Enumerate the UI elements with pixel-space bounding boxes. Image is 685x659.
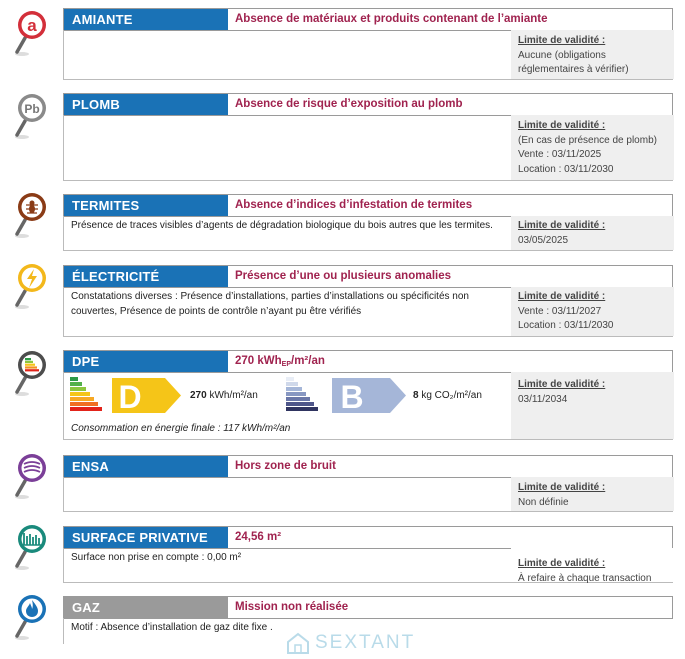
energy-scale xyxy=(70,377,185,415)
dpe-validity xyxy=(511,372,674,439)
validity-label: Limite de validité : xyxy=(518,482,606,493)
validity-label: Limite de validité : xyxy=(518,120,606,131)
final-consumption: Consommation en énergie finale : 117 kWh/m²/an xyxy=(71,423,291,434)
electricite-result: Présence d’une ou plusieurs anomalies xyxy=(235,270,452,282)
validity-line: réglementaires à vérifier) xyxy=(518,64,629,75)
gaz-header xyxy=(63,596,673,619)
svg-text:Pb: Pb xyxy=(24,102,40,116)
gas-flame-icon xyxy=(10,594,50,642)
surface-body xyxy=(63,548,673,583)
plomb-body xyxy=(63,115,673,181)
termites-title: TERMITES xyxy=(64,195,228,216)
ensa-validity xyxy=(511,477,674,511)
plomb-header xyxy=(63,93,673,116)
section-plomb xyxy=(0,93,685,183)
ensa-header xyxy=(63,455,673,478)
validity-label: Limite de validité : xyxy=(518,35,606,46)
validity-line: 03/11/2034 xyxy=(518,393,568,405)
termites-result: Absence d’indices d’infestation de termites xyxy=(235,199,473,211)
dpe-body xyxy=(63,372,673,440)
validity-line: 03/05/2025 xyxy=(518,234,569,246)
plomb-title: PLOMB xyxy=(64,94,228,115)
validity-line: Vente : 03/11/2027 xyxy=(518,305,602,317)
dpe-header xyxy=(63,350,673,373)
energy-value xyxy=(190,390,258,401)
validity-line: À refaire à chaque transaction xyxy=(518,572,652,584)
section-electricite xyxy=(0,265,685,340)
asbestos-icon xyxy=(10,10,50,58)
house-icon xyxy=(285,631,311,655)
surface-validity xyxy=(511,548,674,582)
section-termites xyxy=(0,194,685,252)
validity-line: Vente : 03/11/2025 xyxy=(518,149,602,160)
validity-label: Limite de validité : xyxy=(518,379,606,390)
watermark-text: SEXTANT xyxy=(315,632,416,653)
electricite-body xyxy=(63,287,673,337)
gaz-details: Motif : Absence d’installation de gaz dite fixe . xyxy=(71,622,273,633)
surface-area-icon xyxy=(10,524,50,572)
termites-validity xyxy=(511,216,674,250)
section-dpe xyxy=(0,350,685,442)
surface-result: 24,56 m² xyxy=(235,531,282,543)
amiante-body xyxy=(63,30,673,80)
lead-icon xyxy=(10,93,50,141)
electricite-validity xyxy=(511,287,674,336)
ges-value-unit: kg CO₂/m²/an xyxy=(421,390,482,401)
electricite-header xyxy=(63,265,673,288)
plomb-validity xyxy=(511,115,674,180)
dpe-result-sub: EP xyxy=(281,361,292,368)
energy-label-icon xyxy=(10,350,50,398)
surface-title: SURFACE PRIVATIVE xyxy=(64,527,228,548)
ges-class: B xyxy=(340,379,364,415)
amiante-title: AMIANTE xyxy=(64,9,228,30)
ensa-body xyxy=(63,477,673,512)
gaz-result: Mission non réalisée xyxy=(235,601,349,613)
dpe-result xyxy=(235,351,325,372)
amiante-validity xyxy=(511,30,674,79)
termites-body xyxy=(63,216,673,251)
section-amiante xyxy=(0,8,685,80)
dpe-title: DPE xyxy=(64,351,228,372)
lightning-icon xyxy=(10,263,50,311)
validity-line: (En cas de présence de plomb) xyxy=(518,134,657,146)
amiante-result: Absence de matériaux et produits contenant de l’amiante xyxy=(235,13,548,25)
dpe-result-value: 270 kWh xyxy=(235,355,282,367)
section-ensa xyxy=(0,455,685,511)
termites-details: Présence de traces visibles d’agents de dégradation biologique du bois autres que les termites. xyxy=(71,220,493,231)
validity-line: Location : 03/11/2030 xyxy=(518,163,614,175)
electricite-details: Constatations diverses : Présence d’installations, parties d’installations ou spécificités non couvertes, Présence de points de contrôle n’ayant pu être vérifiés xyxy=(71,291,469,317)
validity-line: Non définie xyxy=(518,496,569,508)
svg-text:a: a xyxy=(27,16,37,35)
surface-header xyxy=(63,526,673,549)
termite-icon xyxy=(10,192,50,240)
energy-value-number: 270 xyxy=(190,390,207,401)
ges-value xyxy=(413,390,482,401)
energy-value-unit: kWh/m²/an xyxy=(209,390,258,401)
noise-icon xyxy=(10,453,50,501)
gaz-title: GAZ xyxy=(64,597,228,618)
validity-line: Aucune (obligations xyxy=(518,49,606,61)
ensa-title: ENSA xyxy=(64,456,228,477)
validity-label: Limite de validité : xyxy=(518,291,606,302)
electricite-title: ÉLECTRICITÉ xyxy=(64,266,228,287)
validity-line: Location : 03/11/2030 xyxy=(518,320,614,331)
validity-label: Limite de validité : xyxy=(518,220,606,231)
section-surface xyxy=(0,526,685,582)
surface-details: Surface non prise en compte : 0,00 m² xyxy=(71,552,242,563)
amiante-header xyxy=(63,8,673,31)
ges-value-number: 8 xyxy=(413,390,419,401)
termites-header xyxy=(63,194,673,217)
dpe-result-unit: /m²/an xyxy=(291,355,325,367)
plomb-result: Absence de risque d’exposition au plomb xyxy=(235,98,463,110)
ensa-result: Hors zone de bruit xyxy=(235,460,336,472)
energy-class: D xyxy=(118,379,142,415)
ges-scale xyxy=(286,377,411,415)
watermark xyxy=(283,631,423,655)
validity-label: Limite de validité : xyxy=(518,558,606,569)
